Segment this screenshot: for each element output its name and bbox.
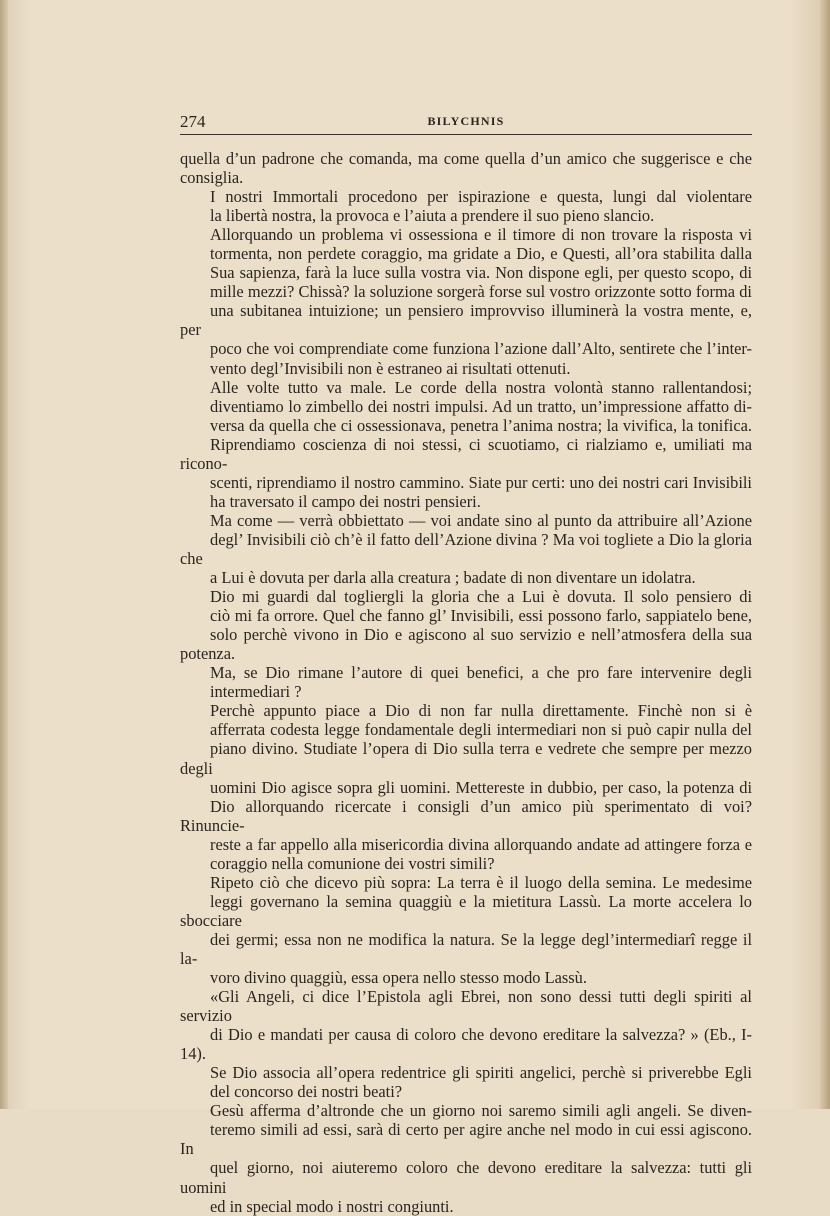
text-line: Alle volte tutto va male. Le corde della nostra volontà stanno rallentandosi; xyxy=(210,377,752,397)
text-line: I nostri Immortali procedono per ispirazione e questa, lungi dal violentare xyxy=(210,187,752,207)
text-line: dei germi; essa non ne modifica la natura. Se la legge degl’intermediarî regge il la- xyxy=(180,929,752,968)
paragraph xyxy=(180,663,752,701)
text-line: una subitanea intuizione; un pensiero improvviso illuminerà la vostra mente, e, per xyxy=(180,301,752,340)
text-line: quel giorno, noi aiuteremo coloro che devono ereditare la salvezza: tutti gli uomini xyxy=(180,1158,752,1197)
text-line: di Dio e mandati per causa di coloro che devono ereditare la salvezza? » (Eb., I-14). xyxy=(180,1025,752,1064)
page-left-edge xyxy=(0,0,8,1109)
page-right-edge xyxy=(820,0,830,1109)
text-line: Sua sapienza, farà la luce sulla vostra via. Non dispone egli, per questo scopo, di xyxy=(210,263,752,283)
text-line: uomini Dio agisce sopra gli uomini. Mettereste in dubbio, per caso, la potenza di xyxy=(210,777,752,797)
text-line: la libertà nostra, la provoca e l’aiuta a prendere il suo pieno slancio. xyxy=(210,206,655,226)
text-line: voro divino quaggiù, essa opera nello stesso modo Lassù. xyxy=(210,968,587,988)
text-line: consiglia. xyxy=(180,168,244,188)
text-line: reste a far appello alla misericordia divina allorquando andate ad attingere forza e xyxy=(210,834,752,854)
text-line: Se Dio associa all’opera redentrice gli spiriti angelici, perchè si priverebbe Egli xyxy=(210,1063,752,1083)
paragraph xyxy=(180,511,752,587)
paragraph xyxy=(180,187,752,225)
text-line: Gesù afferma d’altronde che un giorno noi saremo simili agli angeli. Se diven- xyxy=(210,1101,752,1121)
text-line: leggi governano la semina quaggiù e la mietitura Lassù. La morte accelera lo sbocciare xyxy=(180,891,752,930)
text-line: quella d’un padrone che comanda, ma come quella d’un amico che suggerisce e che xyxy=(180,149,752,168)
text-line: ciò mi fa orrore. Quel che fanno gl’ Invisibili, essi possono farlo, sappiatelo bene, xyxy=(210,606,752,626)
page-number: 274 xyxy=(180,112,206,131)
paragraph xyxy=(180,987,752,1063)
text-line: teremo simili ad essi, sarà di certo per agire anche nel modo in cui essi agiscono. In xyxy=(180,1120,752,1159)
text-line: «Gli Angeli, ci dice l’Epistola agli Ebrei, non sono dessi tutti degli spiriti al servizio xyxy=(180,987,752,1026)
text-line: afferrata codesta legge fondamentale degli intermediari non si può capir nulla del xyxy=(210,720,752,740)
text-line: Allorquando un problema vi ossessiona e il timore di non trovare la risposta vi xyxy=(210,225,752,245)
body-text xyxy=(180,149,752,1216)
paragraph xyxy=(180,378,752,511)
text-line: tormenta, non perdete coraggio, ma gridate a Dio, e Questi, all’ora stabilita dalla xyxy=(210,244,752,264)
text-line: Ma come — verrà obbiettato — voi andate sino al punto da attribuire all’Azione xyxy=(210,510,752,530)
text-line: Dio mi guardi dal togliergli la gloria che a Lui è dovuta. Il solo pensiero di xyxy=(210,587,752,607)
paragraph xyxy=(180,587,752,663)
text-line: intermediari ? xyxy=(210,682,302,702)
paragraph xyxy=(180,149,752,187)
text-line: degl’ Invisibili ciò ch’è il fatto dell’Azione divina ? Ma voi togliete a Dio la gloria che xyxy=(180,529,752,568)
text-line: solo perchè vivono in Dio e agiscono al suo servizio e nell’atmosfera della sua potenza. xyxy=(180,625,752,664)
text-line: ed in special modo i nostri congiunti. xyxy=(210,1196,454,1216)
text-line: scenti, riprendiamo il nostro cammino. Siate pur certi: uno dei nostri cari Invisibili xyxy=(210,472,752,492)
paragraph xyxy=(180,1101,752,1215)
text-line: mille mezzi? Chissà? la soluzione sorgerà forse sul vostro orizzonte sotto forma di xyxy=(210,282,752,302)
text-line: versa da quella che ci ossessionava, penetra l’anima nostra; la vivifica, la tonifica. xyxy=(210,415,752,435)
text-line: Riprendiamo coscienza di noi stessi, ci scuotiamo, ci rialziamo e, umiliati ma ricono- xyxy=(180,434,752,473)
paragraph xyxy=(180,1063,752,1101)
text-line: poco che voi comprendiate come funziona l’azione dall’Alto, sentirete che l’inter- xyxy=(210,339,752,359)
paragraph xyxy=(180,225,752,377)
paragraph xyxy=(180,701,752,872)
text-line: vento degl’Invisibili non è estraneo ai risultati ottenuti. xyxy=(210,358,571,378)
text-line: Ma, se Dio rimane l’autore di quei benefici, a che pro fare intervenire degli xyxy=(210,663,752,683)
text-line: Dio allorquando ricercate i consigli d’un amico più sperimentato di voi? Rinuncie- xyxy=(180,796,752,835)
text-line: del concorso dei nostri beati? xyxy=(210,1082,403,1102)
page-header xyxy=(180,112,752,134)
text-line: piano divino. Studiate l’opera di Dio sulla terra e vedrete che sempre per mezzo degli xyxy=(180,739,752,778)
text-line: ha traversato il campo dei nostri pensieri. xyxy=(210,491,481,511)
text-line: Ripeto ciò che dicevo più sopra: La terra è il luogo della semina. Le medesime xyxy=(210,872,752,892)
text-line: a Lui è dovuta per darla alla creatura ; badate di non diventare un idolatra. xyxy=(210,568,696,588)
header-rule xyxy=(180,134,752,135)
text-line: coraggio nella comunione dei vostri simili? xyxy=(210,853,495,873)
text-line: diventiamo lo zimbello dei nostri impulsi. Ad un tratto, un’impressione affatto di- xyxy=(210,396,752,416)
text-line: Perchè appunto piace a Dio di non far nulla direttamente. Finchè non si è xyxy=(210,701,752,721)
paragraph xyxy=(180,873,752,987)
running-title: BILYCHNIS xyxy=(427,114,505,128)
